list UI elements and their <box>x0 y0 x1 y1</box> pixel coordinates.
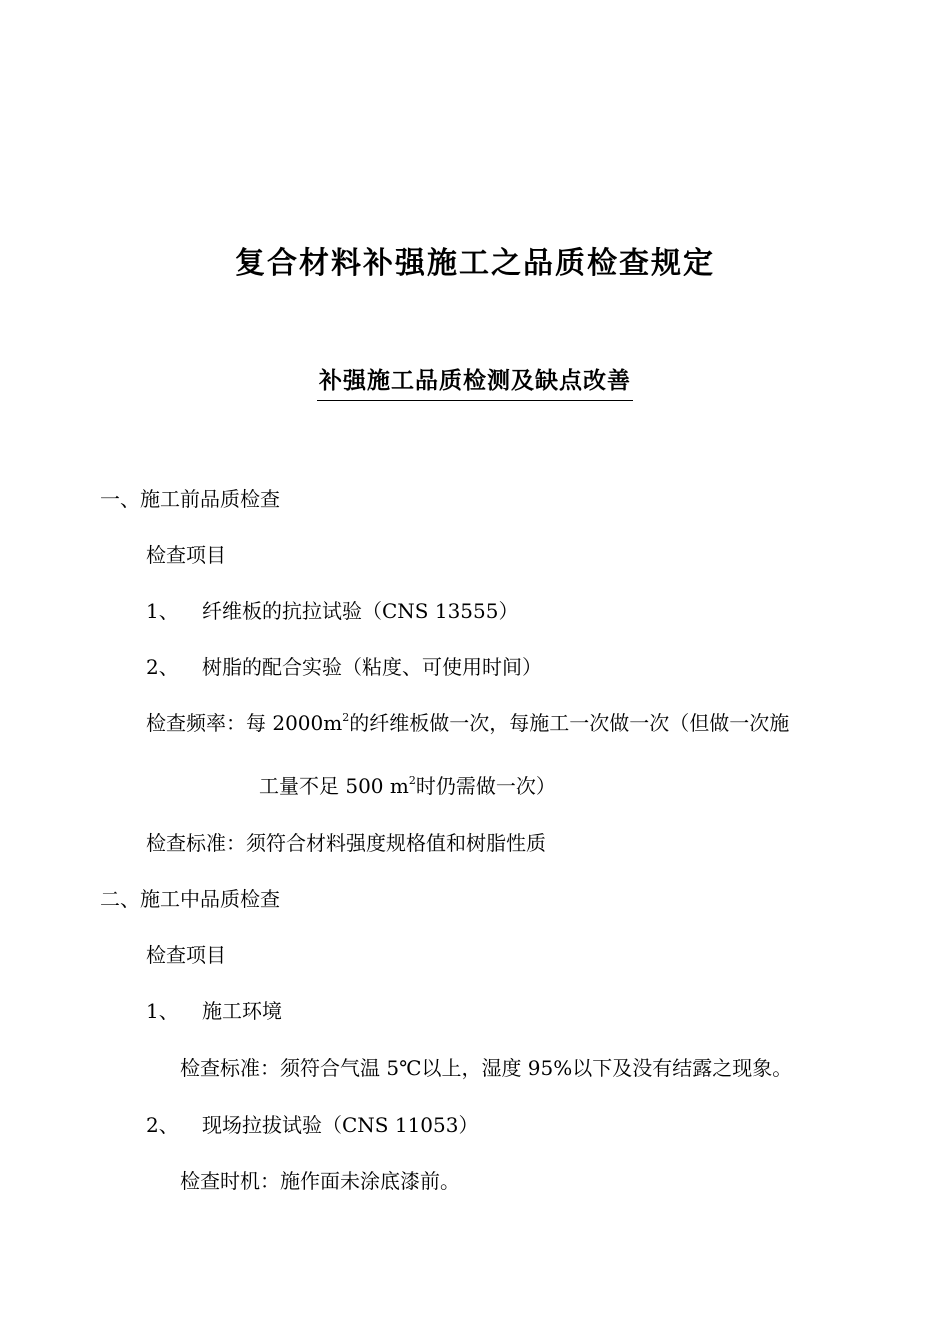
section2-item2-timing: 检查时机：施作面未涂底漆前。 <box>180 1169 460 1193</box>
document-subtitle: 补强施工品质检测及缺点改善 <box>317 366 633 401</box>
section1-frequency-part2: 的纤维板做一次，每施工一次做一次（但做一次施 <box>349 711 790 735</box>
section2-item2-number: 2、 <box>146 1113 179 1137</box>
section2-items-heading: 检查项目 <box>146 943 226 967</box>
section1-items-heading: 检查项目 <box>146 543 226 567</box>
section2-item2-text: 现场拉拔试验（CNS 11053） <box>202 1113 479 1137</box>
section1-standard: 检查标准：须符合材料强度规格值和树脂性质 <box>146 831 546 855</box>
section2-item1-number: 1、 <box>146 999 179 1023</box>
section2-item1-text: 施工环境 <box>202 999 282 1023</box>
section1-item2-text: 树脂的配合实验（粘度、可使用时间） <box>202 655 542 679</box>
section1-item1-text: 纤维板的抗拉试验（CNS 13555） <box>202 599 519 623</box>
section2-item1-standard: 检查标准：须符合气温 5℃以上，湿度 95%以下及没有结露之现象。 <box>180 1056 793 1080</box>
section1-frequency-superscript: 2 <box>342 711 350 724</box>
section2-item1 <box>146 998 282 1024</box>
section1-item1-number: 1、 <box>146 599 179 623</box>
section1-frequency-cont-superscript: 2 <box>408 774 416 787</box>
section1-item1 <box>146 598 518 624</box>
section1-frequency-part1: 检查频率：每 2000m <box>146 711 343 735</box>
section2-item2 <box>146 1112 478 1138</box>
section1-heading: 一、施工前品质检查 <box>100 487 280 511</box>
section1-frequency-cont-part2: 时仍需做一次） <box>415 774 556 798</box>
section1-frequency-cont-part1: 工量不足 500 m <box>259 774 409 798</box>
section2-heading: 二、施工中品质检查 <box>100 887 280 911</box>
section1-item2 <box>146 654 542 680</box>
subtitle-container <box>0 366 950 401</box>
section1-frequency <box>146 710 789 736</box>
document-title: 复合材料补强施工之品质检查规定 <box>235 246 715 281</box>
section1-item2-number: 2、 <box>146 655 179 679</box>
section1-frequency-continued <box>259 773 556 799</box>
